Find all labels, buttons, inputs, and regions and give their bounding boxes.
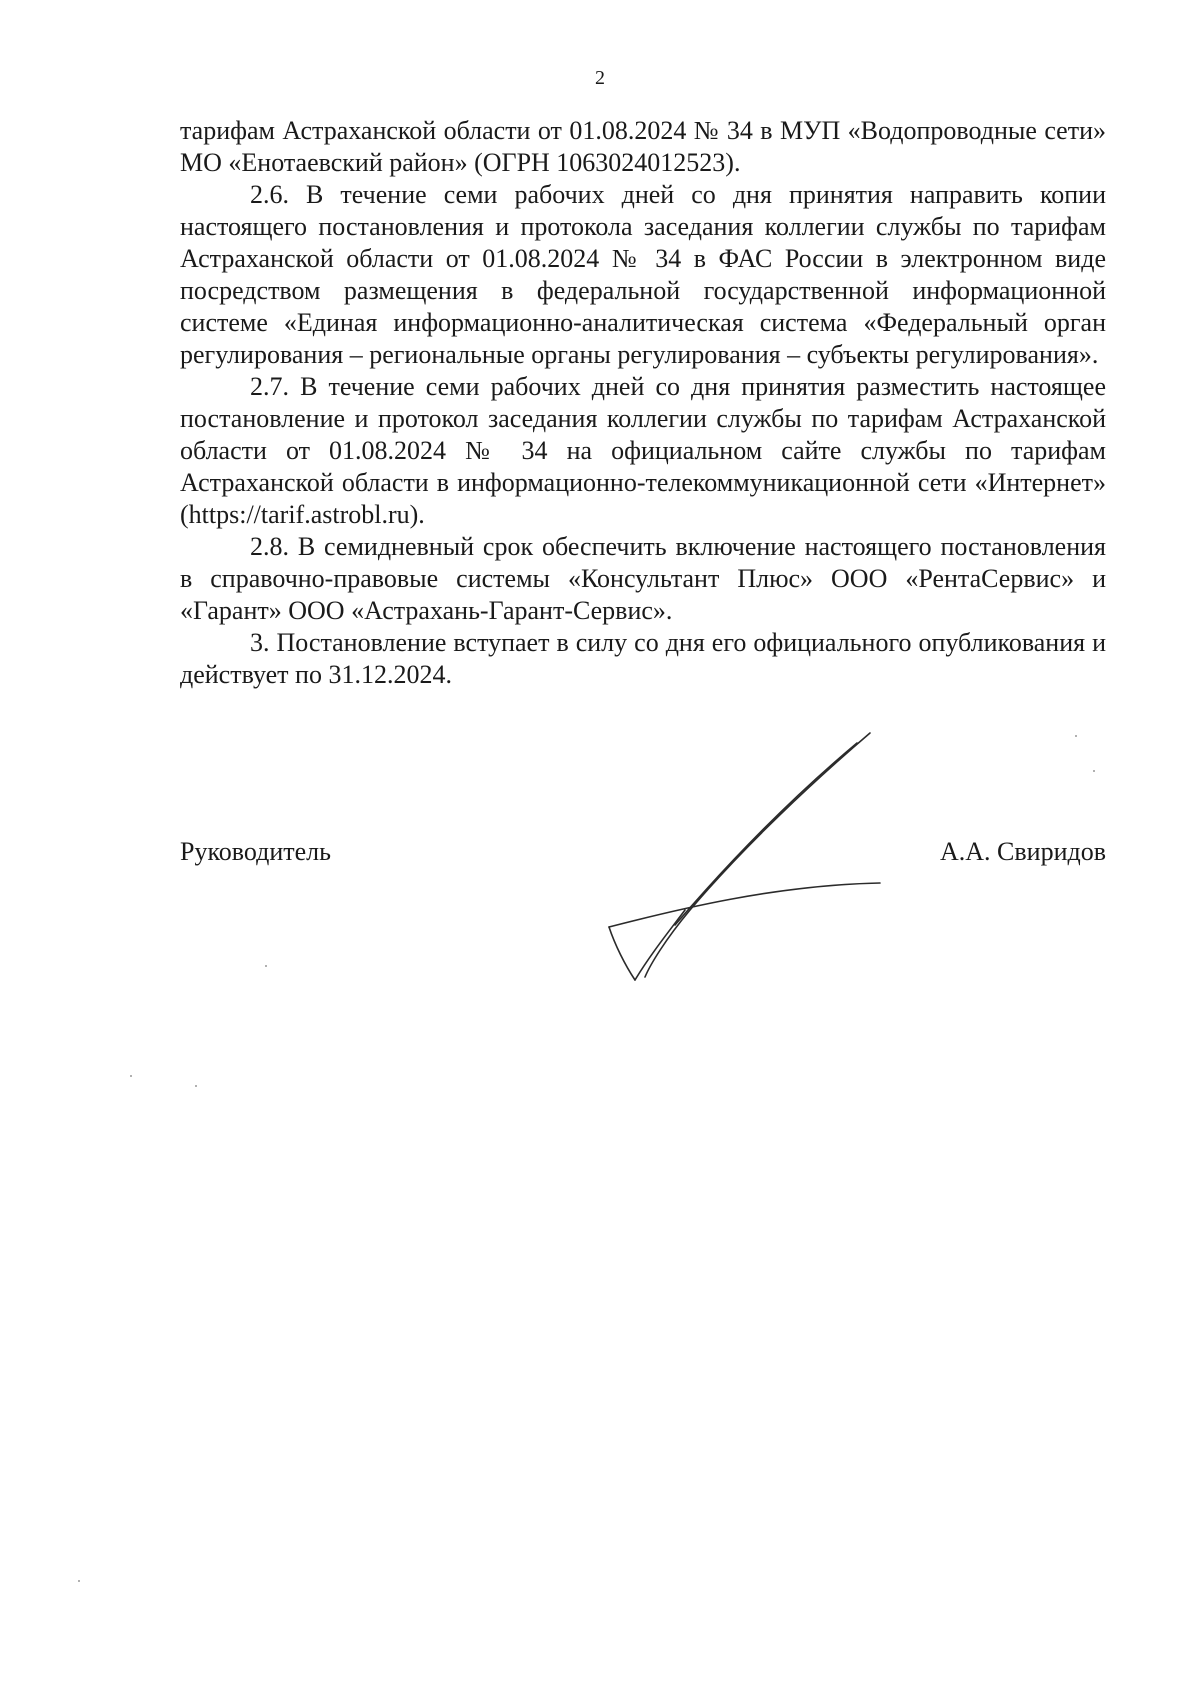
paragraph-2-8: 2.8. В семидневный срок обеспечить включение настоящего постановления в справочно-правовые системы «Консультант Плюс» ООО «РентаСервис» и «Гарант» ООО «Астрахань-Гарант-Сервис». xyxy=(180,532,1106,625)
handwritten-signature xyxy=(595,725,895,985)
scan-speck xyxy=(130,1075,132,1077)
paragraph-3: 3. Постановление вступает в силу со дня его официального опубликования и действует по 31.12.2024. xyxy=(180,628,1106,689)
page-number: 2 xyxy=(595,67,605,89)
paragraph-continuation: тарифам Астраханской области от 01.08.2024 № 34 в МУП «Водопроводные сети» МО «Енотаевский район» (ОГРН 1063024012523). xyxy=(180,116,1106,177)
scan-speck xyxy=(1093,770,1095,772)
paragraph-2-6: 2.6. В течение семи рабочих дней со дня принятия направить копии настоящего постановления и протокола заседания коллегии службы по тарифам Астраханской области от 01.08.2024 № 34 в ФАС России в электронном виде посредством размещения в федеральной государственной информационной системе «Единая информационно-аналитическая система «Федеральный орган регулирования – региональные органы регулирования – субъекты регулирования». xyxy=(180,180,1106,369)
paragraph-2-7: 2.7. В течение семи рабочих дней со дня принятия разместить настоящее постановление и протокол заседания коллегии службы по тарифам Астраханской области от 01.08.2024 № 34 на официальном сайте службы по тарифам Астраханской области в информационно-телекоммуникационной сети «Интернет» (https://tarif.astrobl.ru). xyxy=(180,372,1106,529)
scan-speck xyxy=(265,965,267,967)
scan-speck xyxy=(195,1085,197,1087)
document-body xyxy=(180,115,1106,691)
signatory-position: Руководитель xyxy=(180,837,331,866)
scan-speck xyxy=(1075,735,1077,737)
signatory-name: А.А. Свиридов xyxy=(939,837,1106,866)
scan-speck xyxy=(78,1580,80,1582)
